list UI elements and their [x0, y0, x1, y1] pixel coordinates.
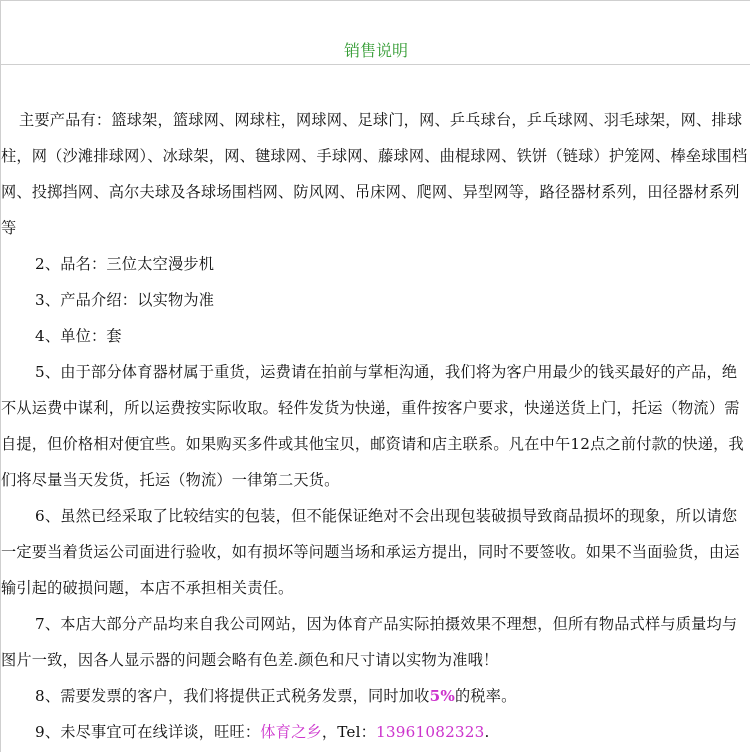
- wangwang-link[interactable]: 体育之乡: [260, 723, 322, 741]
- shipping-paragraph: 5、由于部分体育器材属于重货，运费请在拍前与掌柜沟通，我们将为客户用最少的钱买最好的产品，绝不从运费中谋利，所以运费按实际收取。轻件发货为快递，重件按客户要求，快递送货上门，托运（物流）需自提，但价格相对便宜些。如果购买多件或其他宝贝，邮资请和店主联系。凡在中午12点之前付款的快递，我们将尽量当天发货，托运（物流）一律第二天货。: [1, 363, 744, 489]
- invoice-text-end: 的税率。: [454, 687, 517, 705]
- invoice-text: 8、需要发票的客户，我们将提供正式税务发票，同时加收: [35, 687, 430, 705]
- packaging-paragraph: 6、虽然已经采取了比较结实的包装，但不能保证绝对不会出现包装破损导致商品损坏的现象，所以请您一定要当着货运公司面进行验收，如有损坏等问题当场和承运方提出，同时不要签收。如果不当面验货，由运输引起的破损问题，本店不承担相关责任。: [1, 507, 740, 597]
- contact-text: 9、未尽事宜可在线详谈，旺旺：: [35, 723, 261, 741]
- page-title: 销售说明: [343, 41, 408, 60]
- tel-label: ，Tel：: [321, 723, 377, 741]
- contact-paragraph: [1, 714, 748, 750]
- product-image-paragraph: 7、本店大部分产品均来自我公司网站，因为体育产品实际拍摄效果不理想，但所有物品式样与质量均与图片一致，因各人显示器的问题会略有色差.颜色和尺寸请以实物为准哦！: [1, 615, 738, 669]
- product-name-line: 2、品名：三位太空漫步机: [35, 255, 215, 273]
- tax-rate: 5%: [429, 687, 455, 705]
- product-list-paragraph: 主要产品有：篮球架，篮球网、网球柱，网球网、足球门，网、乒乓球台，乒乓球网、羽毛球架，网、排球柱，网（沙滩排球网）、冰球架，网、毽球网、手球网、藤球网、曲棍球网、铁饼（链球）护笼网、棒垒球围档网、投掷挡网、高尔夫球及各球场围档网、防风网、吊床网、爬网、异型网等，路径器材系列，田径器材系列等: [1, 111, 748, 237]
- unit-line: 4、单位：套: [35, 327, 122, 345]
- title-bar: [1, 1, 750, 65]
- phone-number[interactable]: 13961082323: [376, 723, 485, 741]
- sales-notes: [1, 102, 748, 750]
- contact-end: .: [484, 723, 490, 741]
- product-intro-line: 3、产品介绍：以实物为准: [35, 291, 215, 309]
- invoice-paragraph: [1, 678, 748, 714]
